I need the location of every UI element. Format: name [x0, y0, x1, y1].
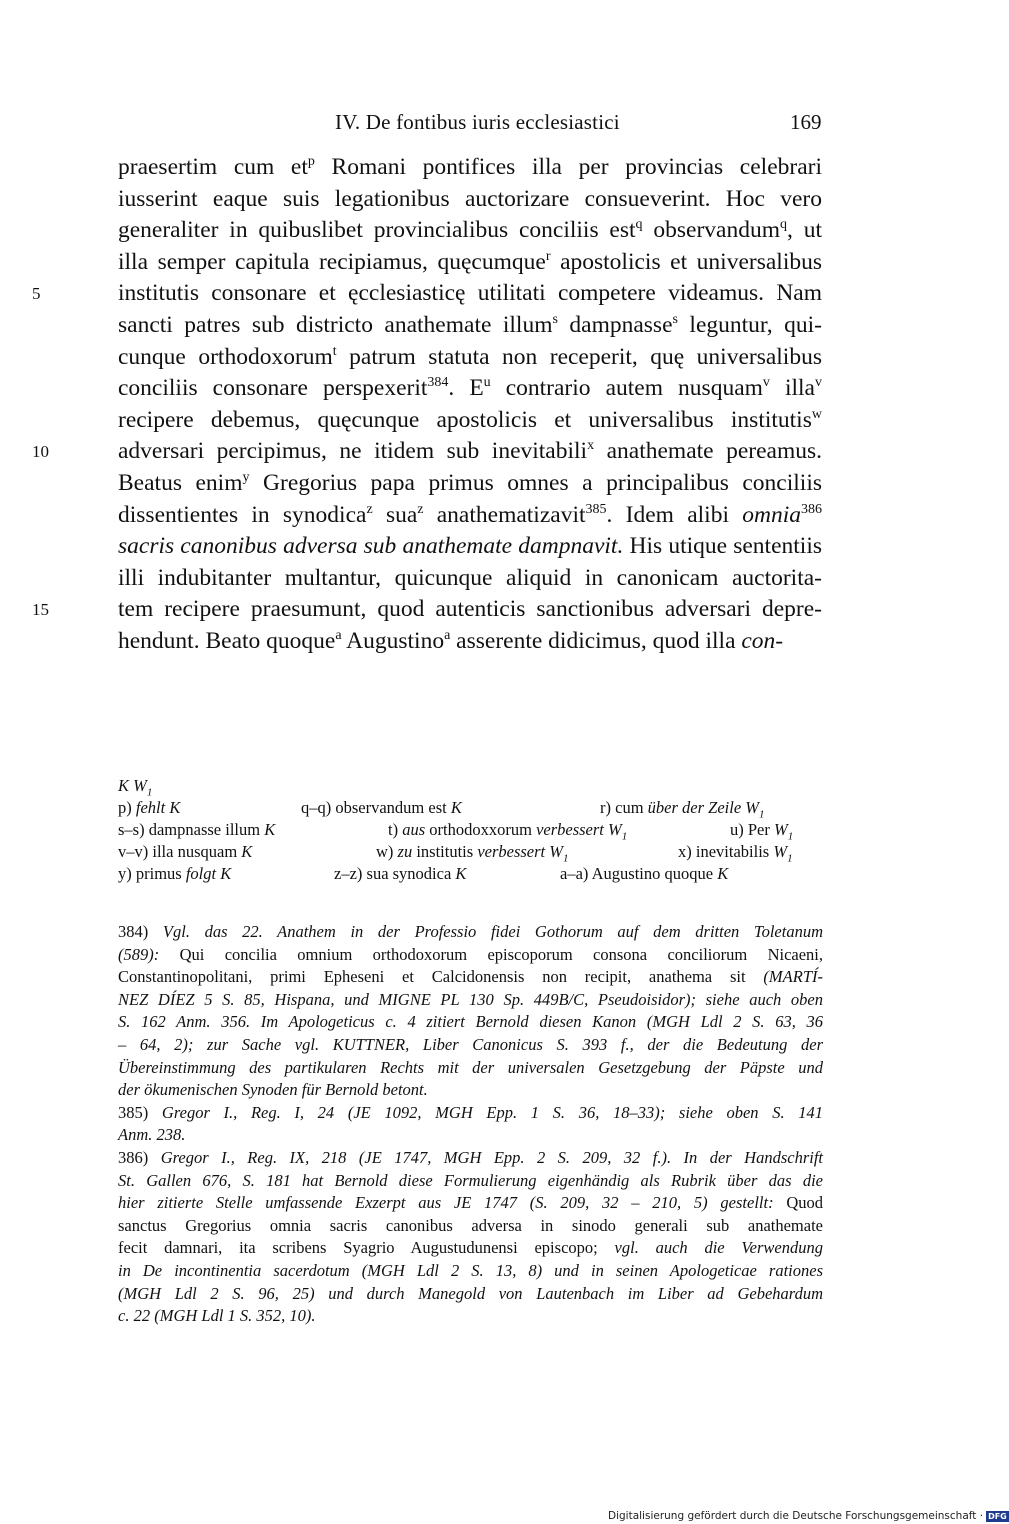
apparatus-segment: a–a) Augustino quoque	[560, 864, 718, 883]
apparatus-row	[118, 863, 823, 885]
apparatus-segment: p)	[118, 798, 136, 817]
apparatus-segment: zu	[397, 842, 413, 861]
text-line	[118, 215, 822, 247]
apparatus-segment: verbessert W	[536, 820, 622, 839]
footnote-segment: Qui concilia omnium orthodoxorum episcoporum consona conciliorum Nicaeni,	[159, 944, 823, 964]
text-line	[32, 436, 823, 468]
text-segment: illa	[769, 375, 815, 402]
footnote-segment: Constantinopolitani, primi Epheseni et Calcidonensis non recipit, anathema sit	[118, 967, 764, 987]
footnote-segment: Gregor I., Reg. IX, 218 (JE 1747, MGH Epp. 2 S. 209, 32 f.). In der Handschrift	[160, 1147, 823, 1167]
footnote-segment: Quod	[773, 1193, 823, 1213]
apparatus-segment: 1	[563, 852, 569, 865]
text-segment: Augustino	[341, 627, 445, 654]
apparatus-segment: K	[241, 842, 253, 861]
text-line	[118, 405, 822, 437]
apparatus-segment: W	[773, 842, 788, 861]
text-segment: anathematizavit	[423, 501, 586, 528]
apparatus-entry	[600, 797, 765, 819]
footnote-segment: (589):	[118, 944, 160, 964]
apparatus-entry	[388, 819, 627, 841]
footnote-segment: c. 22 (MGH Ldl 1 S. 352, 10).	[118, 1306, 316, 1326]
apparatus-segment: 1	[759, 808, 765, 821]
apparatus-segment: 1	[787, 852, 793, 865]
text-segment: r	[545, 248, 551, 264]
footnote-segment: Vgl. das 22. Anathem in der Professio fidei Gothorum auf dem dritten Toletanum	[162, 922, 824, 941]
footnote-segment: in De incontinentia sacerdotum (MGH Ldl 2 S. 13, 8) und in seinen Apologeticae rationes	[118, 1260, 823, 1280]
apparatus-sigla	[118, 775, 823, 797]
text-segment: iusserint eaque suis legationibus auctorizare consueverint. Hoc vero	[118, 185, 822, 212]
footnote-segment: NEZ DÍEZ 5 S. 85, Hispana, und MIGNE PL 130 Sp. 449B/C, Pseudoisidor); siehe auch oben	[118, 989, 823, 1009]
apparatus-segment: v–v) illa nusquam	[118, 842, 242, 861]
line-number: 10	[32, 442, 49, 462]
text-segment: Gregorius papa primus omnes a principalibus conciliis	[249, 469, 822, 496]
text-segment: . E	[448, 375, 484, 402]
text-segment: s	[552, 312, 558, 328]
apparatus-entry	[678, 841, 793, 863]
text-segment: leguntur, qui-	[677, 311, 822, 338]
text-segment: 384	[427, 375, 449, 391]
text-segment: omnia	[742, 501, 801, 528]
footnote-segment: hier zitierte Stelle umfassende Exzerpt aus JE 1747 (S. 209, 32 – 210, 5) gestellt:	[118, 1193, 774, 1213]
apparatus-entry	[334, 863, 466, 885]
running-title: IV. De fontibus iuris ecclesiastici	[335, 110, 620, 134]
text-segment: recipere debemus, quęcunque apostolicis et universalibus institutis	[118, 406, 812, 433]
text-line	[118, 500, 822, 532]
text-segment: s	[672, 312, 678, 328]
footnote-line	[118, 989, 823, 1012]
footer-text: Digitalisierung gefördert durch die Deutsche Forschungsgemeinschaft ·	[608, 1510, 984, 1522]
text-segment: q	[635, 217, 643, 233]
apparatus-segment: K	[264, 820, 276, 839]
footnote-segment: 385)	[118, 1102, 162, 1122]
text-segment: 386	[801, 501, 822, 517]
main-text	[32, 152, 823, 658]
text-segment: apostolicis et universalibus	[550, 248, 822, 275]
footnote-segment: (MGH Ldl 2 S. 96, 25) und durch Manegold von Lautenbach im Liber ad Gebehardum	[118, 1283, 823, 1303]
line-number: 15	[32, 600, 49, 620]
footnote-segment: vgl. auch die Verwendung	[614, 1238, 823, 1258]
text-segment: sancti patres sub districto anathemate illum	[118, 311, 553, 338]
text-segment: adversari percipimus, ne itidem sub inevitabili	[118, 438, 588, 465]
text-line	[118, 247, 822, 279]
apparatus-entry	[118, 819, 275, 841]
footnote-segment: St. Gallen 676, S. 181 hat Bernold diese Formulierung eigenhändig als Rubrik über das die	[118, 1170, 823, 1190]
text-segment: contrario autem nusquam	[490, 375, 763, 402]
dfg-footer	[608, 1510, 1009, 1522]
apparatus-entry	[376, 841, 569, 863]
text-line	[118, 563, 822, 595]
text-segment: v	[815, 375, 822, 391]
text-line	[118, 310, 822, 342]
footnote-line	[118, 966, 823, 989]
footnote-line	[118, 1283, 823, 1306]
apparatus-segment: institutis	[412, 842, 478, 861]
apparatus-segment: y) primus	[118, 864, 186, 883]
footnote-line	[118, 1170, 823, 1193]
critical-apparatus	[118, 775, 823, 885]
apparatus-segment: fehlt K	[135, 798, 181, 817]
text-line	[118, 626, 822, 658]
text-segment: dampnasse	[557, 311, 673, 338]
apparatus-entry	[560, 863, 728, 885]
text-segment: conciliis consonare perspexerit	[118, 375, 428, 402]
text-segment: con-	[741, 627, 784, 654]
manuscript-siglum: 1	[146, 786, 153, 799]
apparatus-segment: verbessert W	[477, 842, 564, 861]
footnote-line	[118, 1079, 823, 1102]
footnote-line	[118, 921, 823, 944]
apparatus-segment: r) cum	[600, 798, 648, 817]
text-line	[118, 184, 822, 216]
apparatus-row	[118, 819, 823, 841]
apparatus-row	[118, 797, 823, 819]
apparatus-segment: t)	[388, 820, 403, 839]
text-segment: generaliter in quibuslibet provincialibus conciliis est	[118, 217, 636, 244]
text-segment: u	[483, 375, 491, 391]
footnote-line	[118, 1147, 823, 1170]
text-segment: patrum statuta non receperit, quę universalibus	[336, 343, 822, 370]
apparatus-segment: orthodoxxorum	[425, 820, 537, 839]
apparatus-entry	[118, 863, 231, 885]
text-line	[118, 531, 822, 563]
footnote-line	[118, 1034, 823, 1057]
footnote-line	[118, 1124, 823, 1147]
footnote-segment: S. 162 Anm. 356. Im Apologeticus c. 4 zitiert Bernold diesen Kanon (MGH Ldl 2 S. 63, 36	[118, 1012, 823, 1032]
page-number: 169	[790, 110, 822, 134]
text-segment: q	[780, 217, 787, 233]
apparatus-segment: 1	[621, 830, 628, 843]
footnote-segment: (MARTÍ-	[763, 967, 823, 987]
footnote-line	[118, 1215, 823, 1238]
footnote-line	[118, 1260, 823, 1283]
text-segment: . Idem alibi	[606, 501, 743, 528]
footnote-line	[118, 1057, 823, 1080]
footnote-line	[118, 1305, 823, 1328]
footnote-line	[118, 1102, 823, 1125]
text-segment: p	[307, 154, 315, 170]
footnotes	[118, 921, 823, 1328]
apparatus-segment: x) inevitabilis	[678, 842, 774, 861]
footnote-segment: 386)	[118, 1147, 161, 1167]
line-number: 5	[32, 284, 41, 304]
manuscript-siglum: K W	[118, 776, 147, 795]
apparatus-segment: W	[774, 820, 788, 839]
footnote-line	[118, 1011, 823, 1034]
footnote-segment: der ökumenischen Synoden für Bernold betont.	[118, 1080, 428, 1100]
apparatus-segment: K	[455, 864, 467, 883]
apparatus-segment: K	[450, 798, 462, 817]
text-segment: asserente didicimus, quod illa	[450, 627, 742, 654]
footnote-segment: Gregor I., Reg. I, 24 (JE 1092, MGH Epp. 1 S. 36, 18–33); siehe oben S. 141	[161, 1102, 823, 1122]
text-segment: anathemate pereamus.	[594, 438, 823, 465]
text-segment: z	[366, 501, 373, 517]
text-segment: illa semper capitula recipiamus, quęcumque	[118, 248, 546, 275]
apparatus-entry	[118, 841, 252, 863]
footnote-segment: fecit damnari, ita scribens Syagrio Augustudunensi episcopo;	[118, 1238, 615, 1258]
apparatus-segment: z–z) sua synodica	[334, 864, 456, 883]
dfg-logo: DFG	[988, 1512, 1007, 1521]
apparatus-entry	[730, 819, 793, 841]
text-segment: y	[242, 470, 250, 486]
text-line	[118, 342, 822, 374]
apparatus-segment: über der Zeile W	[647, 798, 760, 817]
text-segment: His utique sententiis	[623, 533, 822, 560]
text-line	[118, 373, 822, 405]
apparatus-segment: u) Per	[730, 820, 774, 839]
text-line	[32, 278, 822, 310]
text-segment: x	[587, 438, 595, 454]
apparatus-segment: folgt K	[185, 864, 232, 883]
text-segment: w	[811, 406, 822, 422]
text-segment: a	[335, 628, 342, 644]
footnote-segment: sanctus Gregorius omnia sacris canonibus adversa in sinodo generali sub anathemate	[118, 1215, 823, 1235]
text-segment: t	[332, 343, 337, 359]
apparatus-segment: 1	[787, 830, 794, 843]
footnote-line	[118, 944, 823, 967]
footnote-segment: Übereinstimmung des partikularen Rechts mit der universalen Gesetzgebung der Päpste und	[118, 1057, 823, 1077]
apparatus-row	[118, 841, 823, 863]
running-header	[0, 110, 1000, 140]
text-segment: tem recipere praesumunt, quod autenticis sanctionibus adversari depre-	[118, 596, 822, 623]
text-segment: hendunt. Beato quoque	[118, 627, 336, 654]
footnote-segment: 384)	[118, 922, 163, 941]
apparatus-segment: aus	[402, 820, 426, 839]
apparatus-entry	[301, 797, 462, 819]
text-segment: Beatus enim	[118, 469, 243, 496]
footnote-line	[118, 1192, 823, 1215]
text-line	[32, 594, 822, 626]
apparatus-segment: s–s) dampnasse illum	[118, 820, 265, 839]
text-segment: v	[762, 375, 770, 391]
text-segment: a	[444, 628, 451, 644]
text-segment: observandum	[642, 217, 780, 244]
footnote-segment: – 64, 2); zur Sache vgl. KUTTNER, Liber Canonicus S. 393 f., der die Bedeutung der	[118, 1034, 823, 1054]
text-segment: Romani pontifices illa per provincias celebrari	[314, 154, 822, 180]
text-segment: praesertim cum et	[118, 154, 308, 180]
text-segment: illi indubitanter multantur, quicunque aliquid in canonicam auctorita-	[118, 564, 822, 591]
text-segment: institutis consonare et ęcclesiasticę utilitati competere videamus. Nam	[118, 280, 822, 307]
text-segment: , ut	[787, 217, 822, 244]
text-segment: 385	[585, 501, 607, 517]
text-segment: sacris canonibus adversa sub anathemate dampnavit.	[118, 533, 624, 560]
text-segment: cunque orthodoxorum	[118, 343, 333, 370]
text-line	[118, 152, 822, 184]
text-segment: dissentientes in synodica	[118, 501, 367, 528]
apparatus-segment: w)	[376, 842, 398, 861]
text-segment: sua	[372, 501, 418, 528]
apparatus-entry	[118, 797, 180, 819]
footnote-line	[118, 1237, 823, 1260]
apparatus-segment: q–q) observandum est	[301, 798, 451, 817]
apparatus-segment: K	[717, 864, 729, 883]
footnote-segment: Anm. 238.	[118, 1125, 186, 1145]
text-line	[118, 468, 822, 500]
text-segment: z	[417, 501, 424, 517]
